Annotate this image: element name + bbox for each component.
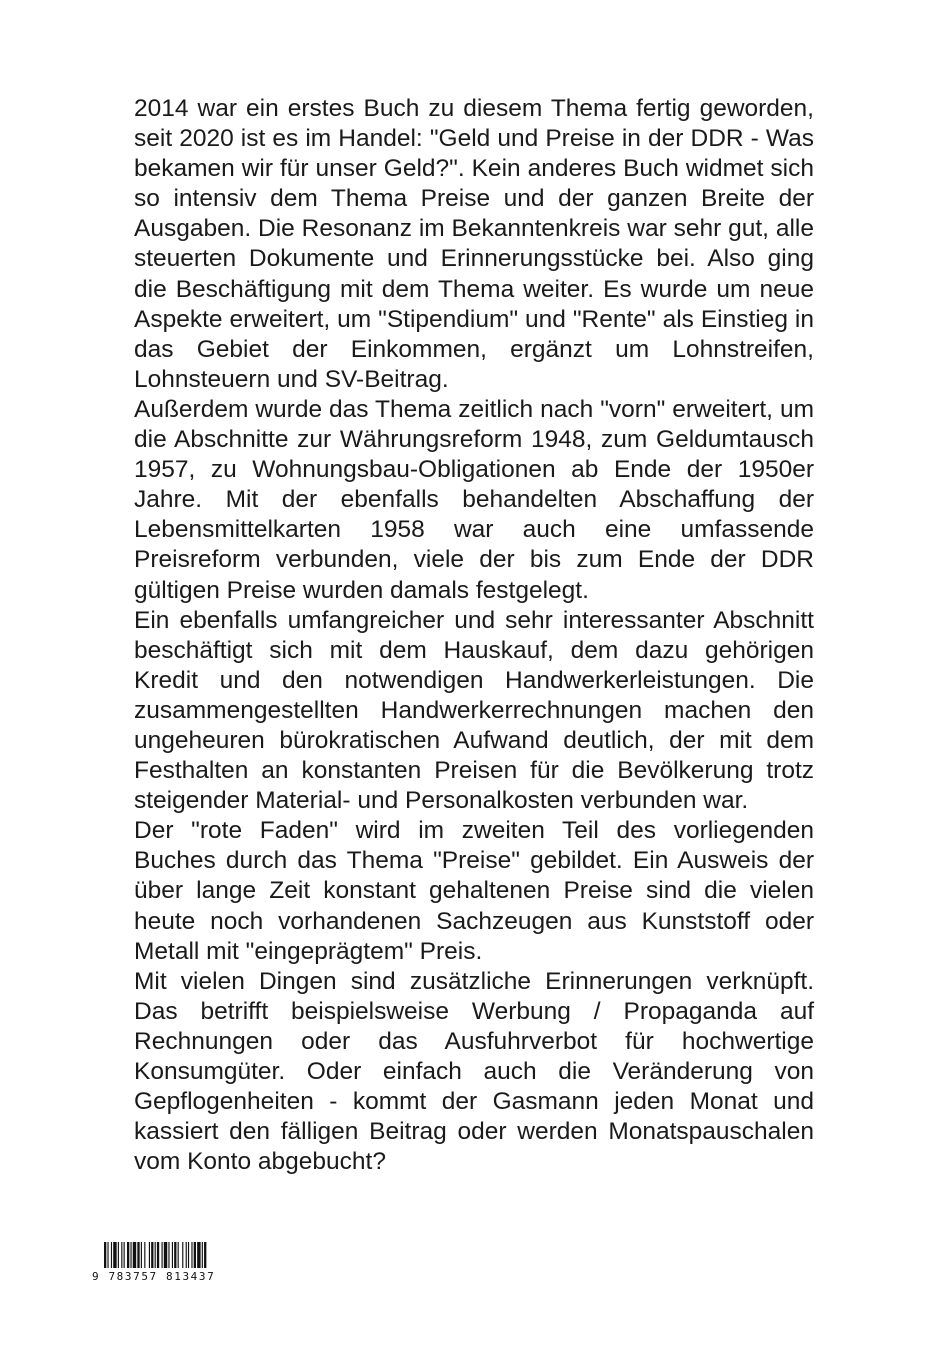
barcode-bar <box>137 1242 139 1268</box>
barcode-bar <box>133 1242 136 1268</box>
barcode-bar <box>124 1242 125 1268</box>
barcode-bar <box>149 1242 150 1268</box>
barcode-bar <box>107 1242 108 1268</box>
barcode-bar <box>121 1242 122 1268</box>
barcode-bar <box>141 1242 142 1268</box>
barcode-bar <box>188 1242 189 1268</box>
barcode-bars <box>88 1242 238 1270</box>
barcode-bar <box>104 1242 106 1268</box>
barcode-bar <box>194 1242 196 1268</box>
paragraph-3: Ein ebenfalls umfangreicher und sehr interessanter Abschnitt beschäftigt sich mit dem Hauskauf, dem dazu gehörigen Kredit und den notwendigen Handwerkerleistungen. Die zusammengestellten Handwerkerrechnungen machen den ungeheuren bürokratischen Aufwand deutlich, der mit dem Festhalten an konstanten Preisen für die Bevölkerung trotz steigender Material- und Personalkosten verbunden war. <box>134 606 814 815</box>
barcode-bar <box>151 1242 153 1268</box>
barcode-bar <box>157 1242 159 1268</box>
barcode-bar <box>130 1242 131 1268</box>
blurb-text <box>134 94 814 1177</box>
paragraph-2: Außerdem wurde das Thema zeitlich nach "vorn" erweitert, um die Abschnitte zur Währungsreform 1948, zum Geldumtausch 1957, zu Wohnungsbau-Obligationen ab Ende der 1950er Jahre. Mit der ebenfalls behandelten Abschaffung der Lebensmittelkarten 1958 war auch eine umfassende Preisreform verbunden, viele der bis zum Ende der DDR gültigen Preise wurden damals festgelegt. <box>134 395 814 604</box>
barcode-bar <box>155 1242 156 1268</box>
barcode-bar <box>162 1242 163 1268</box>
barcode-bar <box>164 1242 167 1268</box>
barcode-bar <box>111 1242 112 1268</box>
isbn-number: 9 783757 813437 <box>92 1270 216 1283</box>
barcode-bar <box>197 1242 200 1268</box>
paragraph-1: 2014 war ein erstes Buch zu diesem Thema fertig geworden, seit 2020 ist es im Handel: "Geld und Preise in der DDR - Was bekamen wir für unser Geld?". Kein anderes Buch widmet sich so intensiv dem Thema Preise und der ganzen Breite der Ausgaben. Die Resonanz im Bekanntenkreis war sehr gut, alle steuerten Dokumente und Erinnerungsstücke bei. Also ging die Beschäftigung mit dem Thema weiter. Es wurde um neue Aspekte erweitert, um "Stipendium" und "Rente" als Einstieg in das Gebiet der Einkommen, ergänzt um Lohnstreifen, Lohnsteuern und SV-Beitrag. <box>134 95 814 393</box>
barcode-bar <box>174 1242 176 1268</box>
barcode-bar <box>113 1242 116 1268</box>
barcode-bar <box>204 1242 206 1268</box>
barcode-bar <box>186 1242 187 1268</box>
barcode-bar <box>168 1242 169 1268</box>
barcode-bar <box>172 1242 173 1268</box>
barcode-bar <box>127 1242 129 1268</box>
barcode-bar <box>191 1242 192 1268</box>
barcode-bar <box>118 1242 119 1268</box>
barcode-bar <box>178 1242 179 1268</box>
barcode-bar <box>144 1242 145 1268</box>
paragraph-4: Der "rote Faden" wird im zweiten Teil des vorliegenden Buches durch das Thema "Preise" gebildet. Ein Ausweis der über lange Zeit konstant gehaltenen Preise sind die vielen heute noch vorhandenen Sachzeugen aus Kunststoff oder Metall mit "eingeprägtem" Preis. <box>134 817 814 965</box>
barcode-bar <box>182 1242 183 1268</box>
barcode-bar <box>202 1242 203 1268</box>
paragraph-5: Mit vielen Dingen sind zusätzliche Erinnerungen verknüpft. Das betrifft beispielsweise Werbung / Propaganda auf Rechnungen oder das Ausfuhrverbot für hochwertige Konsumgüter. Oder einfach auch die Veränderung von Gepflogenheiten - kommt der Gasmann jeden Monat und kassiert den fälligen Beitrag oder werden Monatspauschalen vom Konto abgebucht? <box>134 967 814 1176</box>
